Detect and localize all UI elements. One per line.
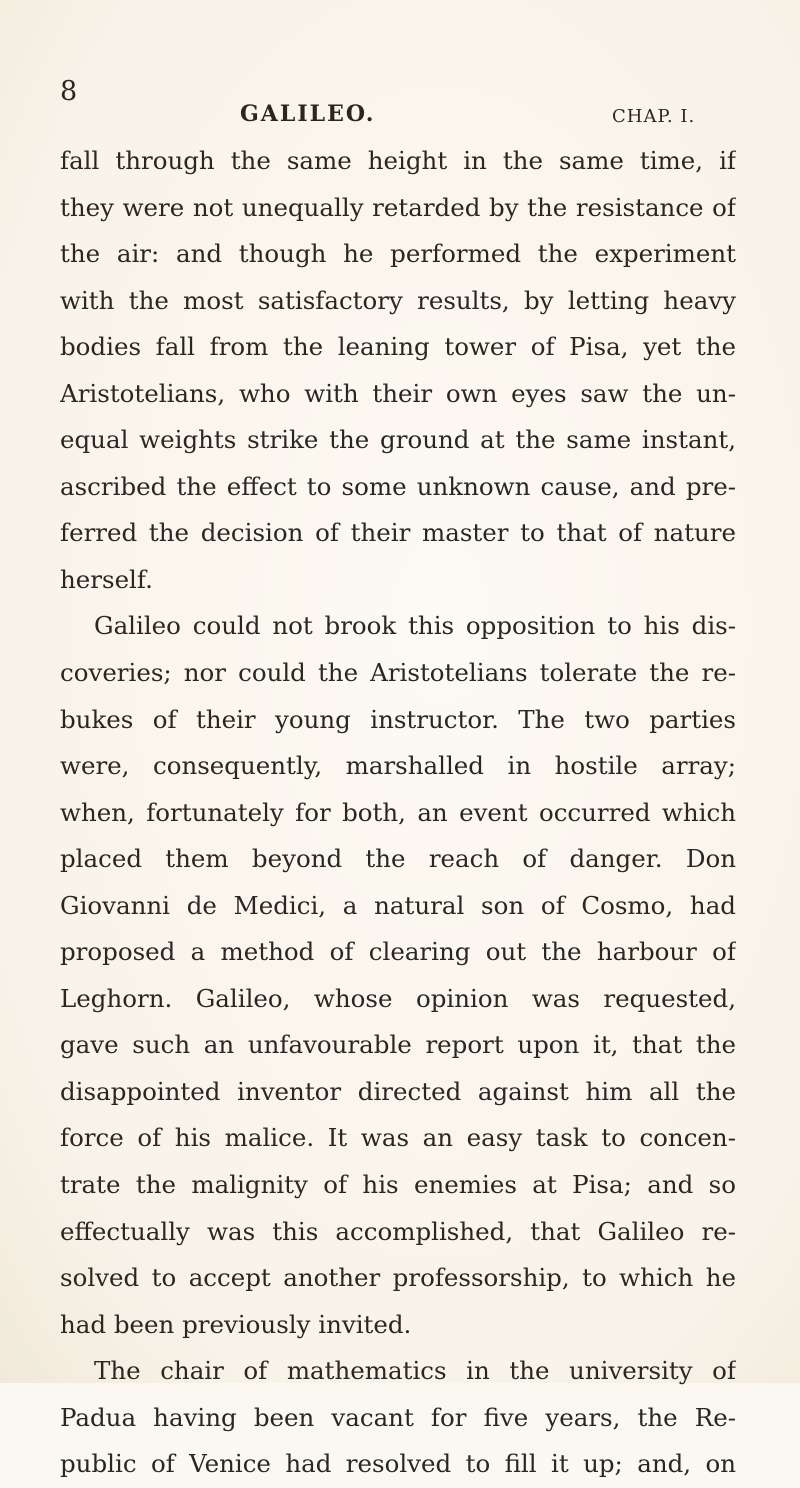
text-line: with the most satisfactory results, by letting heavy (60, 285, 736, 315)
text-line: ascribed the effect to some unknown cause, and pre- (60, 471, 736, 501)
text-line: when, fortunately for both, an event occurred which (60, 797, 736, 827)
text-line: had been previously invited. (60, 1309, 412, 1339)
text-line: proposed a method of clearing out the harbour of (60, 937, 736, 967)
running-title: GALILEO. (240, 101, 376, 127)
text-line: equal weights strike the ground at the same instant, (60, 425, 736, 455)
text-line: coveries; nor could the Aristotelians tolerate the re- (60, 658, 736, 688)
text-line: disappointed inventor directed against him all the (60, 1076, 736, 1106)
text-line: herself. (60, 564, 153, 594)
text-line: gave such an unfavourable report upon it, that the (60, 1030, 736, 1060)
text-line: Aristotelians, who with their own eyes saw the un- (60, 378, 736, 408)
text-line: placed them beyond the reach of danger. Don (60, 844, 736, 874)
text-line: they were not unequally retarded by the resistance of (60, 192, 736, 222)
chapter-marker: CHAP. I. (612, 106, 696, 127)
text-line: effectually was this accomplished, that Galileo re- (60, 1216, 736, 1246)
text-line: trate the malignity of his enemies at Pisa; and so (60, 1170, 736, 1200)
page-number: 8 (60, 76, 78, 107)
text-line: ferred the decision of their master to that of nature (60, 518, 736, 548)
text-line: force of his malice. It was an easy task to concen- (60, 1123, 736, 1153)
text-line: bukes of their young instructor. The two parties (60, 704, 736, 734)
text-line: public of Venice had resolved to fill it up; and, on (60, 1449, 736, 1479)
text-line: Galileo could not brook this opposition to his dis- (94, 611, 736, 641)
text-line: Leghorn. Galileo, whose opinion was requested, (60, 983, 736, 1013)
body-text (60, 138, 736, 1488)
text-line: bodies fall from the leaning tower of Pisa, yet the (60, 332, 736, 362)
text-line: fall through the same height in the same time, if (60, 146, 736, 175)
text-line: The chair of mathematics in the university of (94, 1356, 736, 1386)
text-line: the air: and though he performed the experiment (60, 239, 736, 269)
text-line: Giovanni de Medici, a natural son of Cosmo, had (60, 890, 736, 920)
text-line: solved to accept another professorship, to which he (60, 1263, 736, 1293)
page-header (0, 78, 800, 126)
text-line: Padua having been vacant for five years, the Re- (60, 1402, 736, 1432)
text-line: were, consequently, marshalled in hostile array; (60, 751, 736, 781)
